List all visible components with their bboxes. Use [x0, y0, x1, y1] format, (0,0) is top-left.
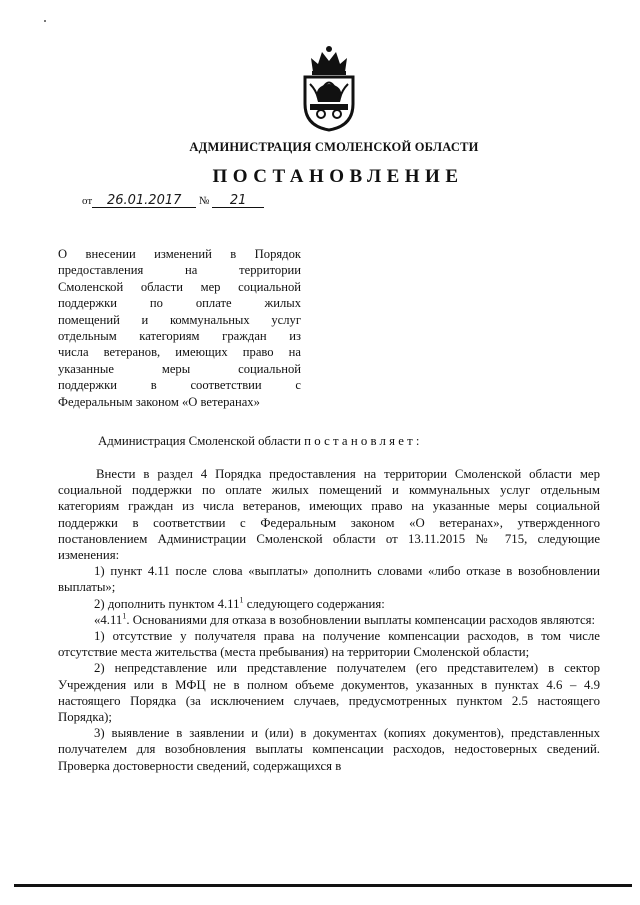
superscript: 1: [239, 595, 244, 605]
date-prefix: от: [82, 195, 93, 207]
subject-line: указанные меры социальной: [58, 361, 301, 376]
subject-line: поддержки по оплате жилых: [58, 296, 301, 311]
body-paragraph: 3) выявление в заявлении и (или) в документах (копиях документов), представленных получателем для возобновления выплаты компенсации расходов, недостоверных сведений. Проверка достоверности сведений, содержащихся в: [58, 726, 600, 773]
paragraph-text: «4.11: [94, 612, 123, 627]
document-body: [58, 466, 600, 774]
smolensk-coat-of-arms-icon: [296, 42, 362, 132]
preamble-text: Администрация Смоленской области: [98, 434, 301, 448]
document-subject: [58, 246, 301, 410]
subject-line: отдельным категориям граждан из: [58, 329, 301, 344]
subject-line: Смоленской области мер социальной: [58, 279, 301, 294]
body-paragraph: [58, 612, 600, 628]
paragraph-text: 2) дополнить пунктом 4.11: [94, 596, 240, 611]
body-paragraph: [58, 596, 600, 612]
paragraph-text: . Основаниями для отказа в возобновлении выплаты компенсации расходов являются:: [126, 612, 596, 627]
scan-speck: [44, 20, 46, 22]
decree-word: постановляет:: [304, 434, 423, 448]
number-prefix: №: [198, 195, 210, 207]
document-date: 26.01.2017: [92, 194, 196, 208]
subject-line: предоставления на территории: [58, 263, 301, 278]
body-paragraph: 1) пункт 4.11 после слова «выплаты» дополнить словами «либо отказе в возобновлении выплаты»;: [58, 564, 600, 595]
subject-line: О внесении изменений в Порядок: [58, 247, 301, 261]
subject-line: поддержки в соответствии с: [58, 378, 301, 393]
document-title: ПОСТАНОВЛЕНИЕ: [212, 166, 464, 187]
body-paragraph: Внести в раздел 4 Порядка предоставления на территории Смоленской области мер социальной поддержки по оплате жилых помещений и коммунальных услуг отдельным категориям граждан из числа ветеранов, имеющих право на указанные меры социальной поддержки в соответствии с Федеральным законом «О ветеранах», утвержденного постановлением Администрации Смоленской области от 13.11.2015 № 715, следующие изменения:: [58, 467, 600, 563]
subject-line: Федеральным законом «О ветеранах»: [58, 394, 260, 409]
subject-line: помещений и коммунальных услуг: [58, 312, 301, 327]
organization-name: АДМИНИСТРАЦИЯ СМОЛЕНСКОЙ ОБЛАСТИ: [189, 140, 479, 154]
preamble: [98, 434, 423, 449]
body-paragraph: 1) отсутствие у получателя права на получение компенсации расходов, в том числе отсутствие места жительства (места пребывания) на территории Смоленской области;: [58, 629, 600, 660]
page-bottom-rule: [14, 884, 632, 887]
superscript: 1: [122, 611, 127, 621]
paragraph-text: следующего содержания:: [243, 596, 385, 611]
subject-line: числа ветеранов, имеющих право на: [58, 345, 301, 360]
document-date-number-line: [82, 194, 264, 208]
body-paragraph: 2) непредставление или представление получателем (его представителем) в сектор Учреждения или в МФЦ не в полном объеме документов, указанных в пунктах 4.6 – 4.9 настоящего Порядка (за исключением случаев, предусмотренных пунктом 2.5 настоящего Порядка);: [58, 661, 600, 725]
document-number: 21: [212, 194, 264, 208]
